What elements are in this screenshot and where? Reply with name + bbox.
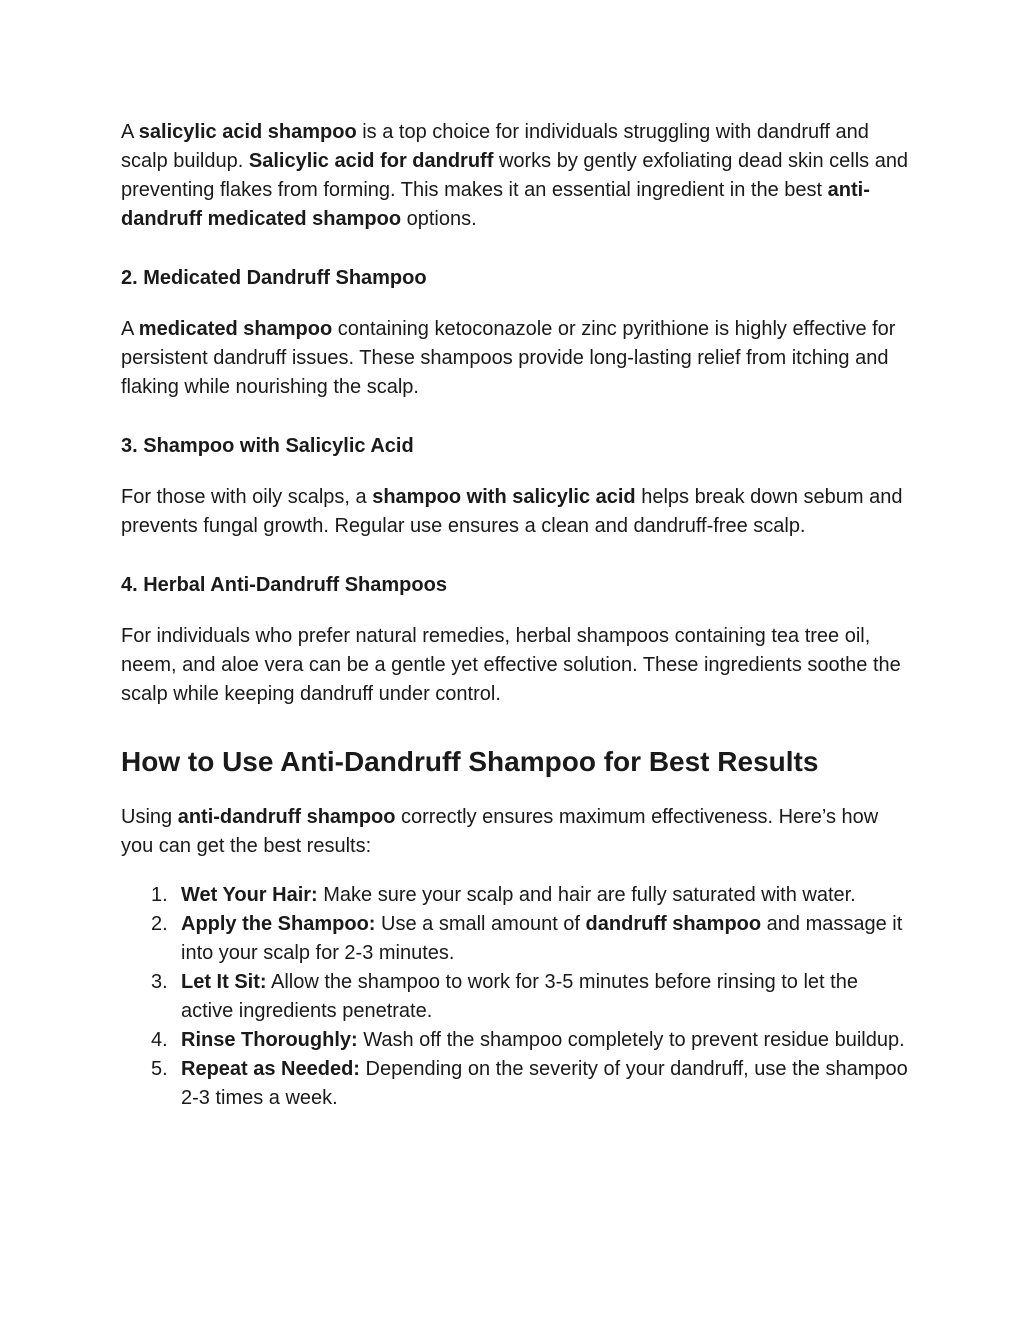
section-heading-herbal: 4. Herbal Anti-Dandruff Shampoos [121, 574, 447, 596]
salicylic-bold-1: shampoo with salicylic acid [372, 486, 636, 508]
list-item [151, 968, 911, 1026]
list-item [151, 1055, 911, 1113]
step-text: Make sure your scalp and hair are fully saturated with water. [317, 884, 856, 906]
howto-text-2: correctly ensures maximum effectiveness. Here’s how you can get the best results: [121, 806, 879, 857]
list-item [151, 1026, 911, 1055]
howto-text-1: Using [121, 806, 178, 828]
document-page [121, 118, 911, 1113]
step-label: Apply the Shampoo: [181, 913, 376, 935]
step-text: Use a small amount of [375, 913, 586, 935]
section-heading-medicated: 2. Medicated Dandruff Shampoo [121, 267, 427, 289]
list-item [151, 881, 911, 910]
medicated-bold-1: medicated shampoo [138, 318, 333, 340]
step-label: Repeat as Needed: [181, 1058, 360, 1080]
intro-bold-2: Salicylic acid for dandruff [248, 150, 494, 172]
section-paragraph-salicylic [121, 483, 911, 541]
intro-paragraph [121, 118, 911, 234]
intro-text-1: A [121, 121, 139, 143]
step-label: Rinse Thoroughly: [181, 1029, 358, 1051]
step-label: Wet Your Hair: [181, 884, 318, 906]
howto-bold-1: anti-dandruff shampoo [177, 806, 396, 828]
step-number: 1. [151, 884, 168, 906]
intro-text-4: options. [401, 208, 477, 230]
intro-text-3: works by gently exfoliating dead skin cells and preventing flakes from forming. This makes it an essential ingredient in the best [121, 150, 909, 201]
section-heading-salicylic: 3. Shampoo with Salicylic Acid [121, 435, 414, 457]
step-number: 5. [151, 1058, 168, 1080]
section-paragraph-herbal [121, 622, 911, 709]
steps-list [121, 881, 911, 1113]
intro-bold-1: salicylic acid shampoo [138, 121, 357, 143]
medicated-text-1: A [121, 318, 139, 340]
step-bold: dandruff shampoo [585, 913, 762, 935]
salicylic-text-2: helps break down sebum and prevents fungal growth. Regular use ensures a clean and dandruff-free scalp. [121, 486, 903, 537]
step-text: Depending on the severity of your dandruff, use the shampoo 2-3 times a week. [181, 1058, 908, 1109]
step-number: 3. [151, 971, 168, 993]
intro-text-2: is a top choice for individuals struggling with dandruff and scalp buildup. [121, 121, 869, 172]
step-text: Allow the shampoo to work for 3-5 minutes before rinsing to let the active ingredients penetrate. [181, 971, 858, 1022]
salicylic-text-1: For those with oily scalps, a [121, 486, 373, 508]
herbal-text-1: For individuals who prefer natural remedies, herbal shampoos containing tea tree oil, neem, and aloe vera can be a gentle yet effective solution. These ingredients soothe the scalp while keeping dandruff under control. [121, 625, 901, 705]
step-text: Wash off the shampoo completely to prevent residue buildup. [357, 1029, 905, 1051]
list-item [151, 910, 911, 968]
howto-heading: How to Use Anti-Dandruff Shampoo for Best Results [121, 746, 819, 777]
howto-paragraph [121, 803, 911, 861]
section-paragraph-medicated [121, 315, 911, 402]
step-label: Let It Sit: [181, 971, 267, 993]
intro-bold-3: anti-dandruff medicated shampoo [121, 179, 870, 230]
medicated-text-2: containing ketoconazole or zinc pyrithione is highly effective for persistent dandruff issues. These shampoos provide long-lasting relief from itching and flaking while nourishing the scalp. [121, 318, 896, 398]
step-text-2: and massage it into your scalp for 2-3 minutes. [181, 913, 903, 964]
step-number: 4. [151, 1029, 168, 1051]
step-number: 2. [151, 913, 168, 935]
